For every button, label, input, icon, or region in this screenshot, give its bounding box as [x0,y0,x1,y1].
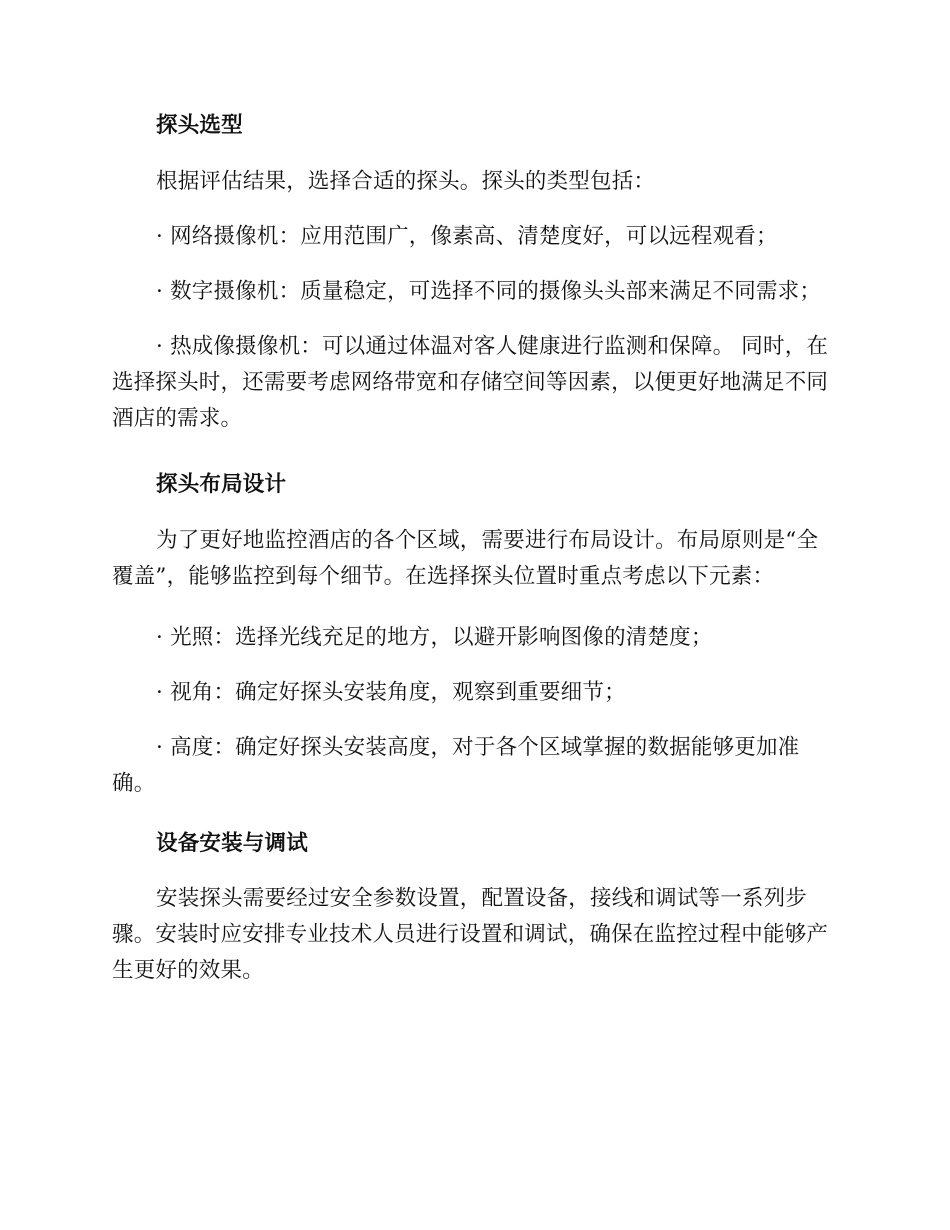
paragraph-installation: 安装探头需要经过安全参数设置，配置设备，接线和调试等一系列步骤。安装时应安排专业技术人员进行设置和调试，确保在监控过程中能够产生更好的效果。 [112,886,829,983]
section-heading-installation: 设备安装与调试 [156,831,308,856]
paragraph-layout-principle: 为了更好地监控酒店的各个区域，需要进行布局设计。布局原则是“全覆盖”，能够监控到每个细节。在选择探头位置时重点考虑以下元素： [112,528,819,589]
bullet-height: · 高度：确定好探头安装高度，对于各个区域掌握的数据能够更加准确。 [112,735,800,796]
bullet-network-camera: · 网络摄像机：应用范围广，像素高、清楚度好，可以远程观看； [156,224,778,249]
section-heading-layout-design: 探头布局设计 [156,472,287,497]
bullet-digital-camera: · 数字摄像机：质量稳定，可选择不同的摄像头头部来满足不同需求； [156,279,822,304]
section-heading-probe-selection: 探头选型 [156,113,243,138]
bullet-thermal-camera: · 热成像摄像机：可以通过体温对客人健康进行监测和保障。 同时，在选择探头时，还需要考虑网络带宽和存储空间等因素，以便更好地满足不同酒店的需求。 [112,334,829,431]
bullet-viewing-angle: · 视角：确定好探头安装角度，观察到重要细节； [156,680,626,705]
paragraph-probe-types-intro: 根据评估结果，选择合适的探头。探头的类型包括： [156,169,656,194]
bullet-lighting: · 光照：选择光线充足的地方，以避开影响图像的清楚度； [156,625,713,650]
